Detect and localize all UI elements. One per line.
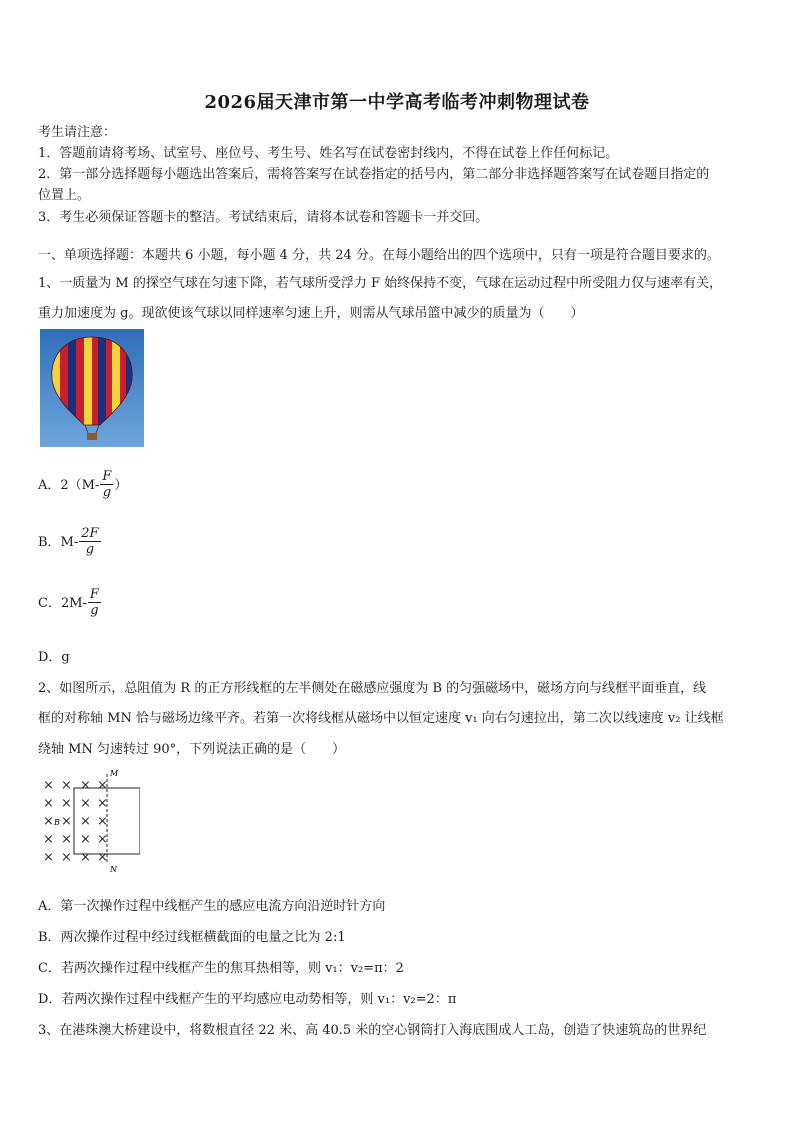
option-a-numerator: F [102,469,112,484]
option-b-fraction [79,527,100,558]
svg-text:×: × [80,832,91,847]
svg-text:×: × [97,832,108,847]
svg-text:×: × [97,814,108,829]
section-heading: 一、单项选择题：本题共 6 小题，每小题 4 分，共 24 分。在每小题给出的四个选项中，只有一项是符合题目要求的。 [38,248,720,263]
svg-text:×: × [80,814,91,829]
notice-item-3: 3．考生必须保证答题卡的整洁。考试结束后，请将本试卷和答题卡一并交回。 [38,210,489,225]
label-m: M [110,769,119,778]
option-b-numerator: 2F [81,526,99,541]
option-a-denominator: g [102,485,112,500]
question-1-option-c[interactable] [38,588,102,619]
option-c-numerator: F [89,587,99,602]
svg-text:×: × [43,832,54,847]
svg-text:×: × [43,850,54,865]
svg-text:×: × [80,850,91,865]
svg-text:×: × [97,796,108,811]
svg-text:×: × [97,778,108,793]
question-2-line-2: 框的对称轴 MN 恰与磁场边缘平齐。若第一次将线框从磁场中以恒定速度 v₁ 向右匀速拉出，第二次以线速度 v₂ 让线框 [38,711,724,726]
question-1-line-1: 1、一质量为 M 的探空气球在匀速下降，若气球所受浮力 F 始终保持不变，气球在运动过程中所受阻力仅与速率有关， [38,276,723,291]
svg-text:×: × [61,796,72,811]
question-1-line-2: 重力加速度为 g。现欲使该气球以同样速率匀速上升，则需从气球吊篮中减少的质量为（ ） [38,306,584,321]
option-b-prefix: B．M- [38,535,79,550]
notice-heading: 考生请注意： [38,125,117,140]
question-1-option-d[interactable]: D．g [38,650,70,665]
label-n: N [110,865,117,874]
question-2-line-1: 2、如图所示，总阻值为 R 的正方形线框的左半侧处在磁感应强度为 B 的匀强磁场中，磁场方向与线框平面垂直，线 [38,681,707,696]
question-2-option-b[interactable]: B．两次操作过程中经过线框横截面的电量之比为 2:1 [38,930,346,945]
option-c-denominator: g [90,603,99,618]
hot-air-balloon-image [40,329,144,447]
option-c-prefix: C．2M- [38,596,87,611]
question-2-option-d[interactable]: D．若两次操作过程中线框产生的平均感应电动势相等，则 v₁：v₂=2：π [38,992,457,1007]
notice-item-1: 1．答题前请将考场、试室号、座位号、考生号、姓名写在试卷密封线内，不得在试卷上作任何标记。 [38,146,619,161]
svg-text:×: × [61,850,72,865]
svg-text:×: × [80,778,91,793]
svg-text:×: × [97,850,108,865]
notice-item-2-cont: 位置上。 [38,188,91,203]
question-2-line-3: 绕轴 MN 匀速转过 90°，下列说法正确的是（ ） [38,742,346,757]
label-b: B [54,818,60,827]
page-title: 2026届天津市第一中学高考临考冲刺物理试卷 [204,92,590,113]
svg-text:×: × [43,796,54,811]
option-b-denominator: g [85,542,95,557]
option-a-fraction [100,470,113,501]
option-a-prefix: A．2（M- [38,478,100,493]
svg-text:×: × [43,814,54,829]
svg-text:×: × [61,832,72,847]
question-3-line-1: 3、在港珠澳大桥建设中，将数根直径 22 米、高 40.5 米的空心钢筒打入海底围成人工岛，创造了快速筑岛的世界纪 [38,1023,707,1038]
option-c-fraction [88,588,101,619]
question-1-option-a[interactable] [38,470,127,501]
magnetic-field-figure [40,764,140,876]
svg-text:×: × [43,778,54,793]
notice-item-2: 2．第一部分选择题每小题选出答案后，需将答案写在试卷指定的括号内，第二部分非选择题答案写在试卷题目指定的 [38,167,710,182]
option-a-suffix: ） [114,478,128,493]
question-1-option-b[interactable] [38,527,102,558]
svg-text:×: × [80,796,91,811]
question-2-option-a[interactable]: A．第一次操作过程中线框产生的感应电流方向沿逆时针方向 [38,899,386,914]
svg-text:×: × [61,778,72,793]
question-2-option-c[interactable]: C．若两次操作过程中线框产生的焦耳热相等，则 v₁：v₂=π：2 [38,961,404,976]
svg-text:×: × [61,814,72,829]
